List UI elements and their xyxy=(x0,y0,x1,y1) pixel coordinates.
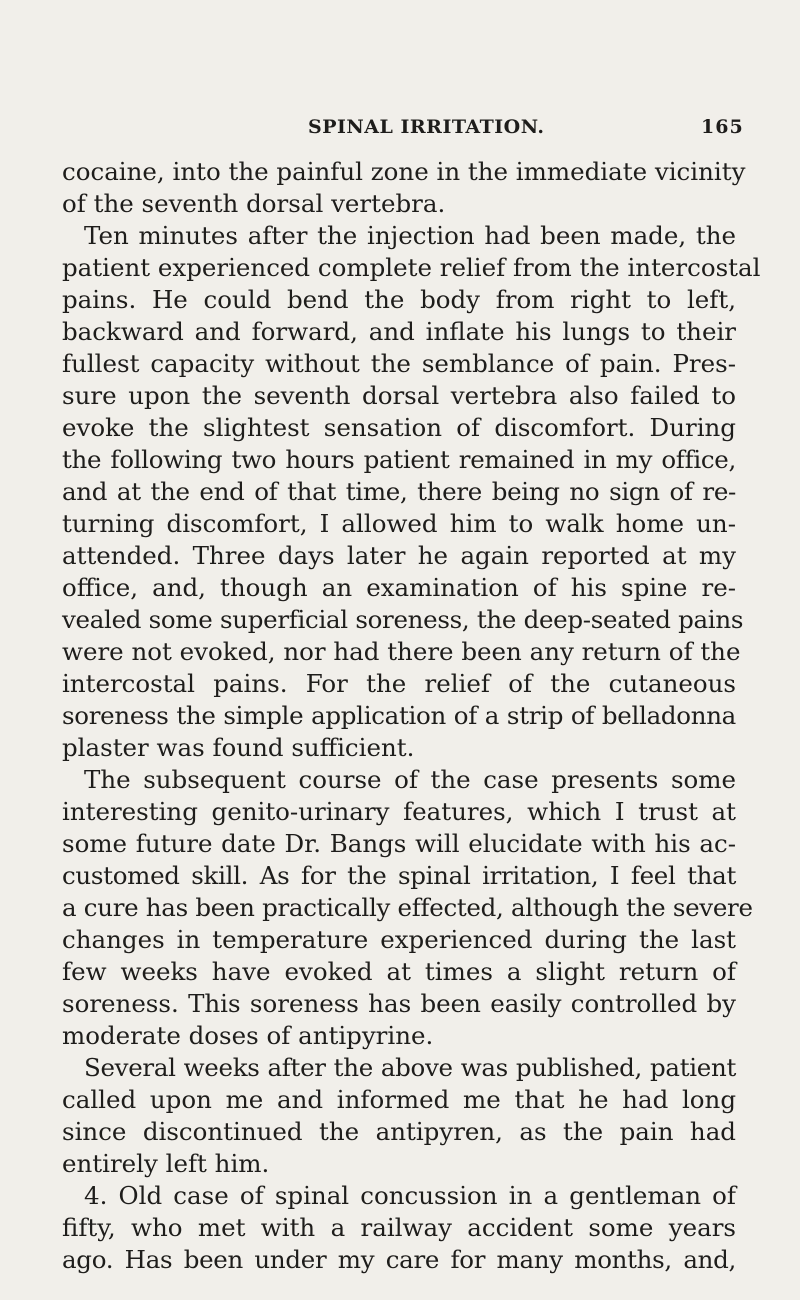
text-line: a cure has been practically effected, although the severe xyxy=(62,893,753,922)
text-line: customed skill. As for the spinal irritation, I feel that xyxy=(62,861,736,890)
text-line: attended. Three days later he again reported at my xyxy=(62,541,736,570)
text-line: fifty, who met with a railway accident some years xyxy=(62,1213,736,1242)
text-line: 4. Old case of spinal concussion in a gentleman of xyxy=(84,1181,736,1210)
text-line: some future date Dr. Bangs will elucidate with his ac- xyxy=(62,829,736,858)
body-text xyxy=(62,156,761,1276)
text-line: vealed some superficial soreness, the deep-seated pains xyxy=(62,605,744,634)
text-line: ago. Has been under my care for many months, and, xyxy=(62,1245,736,1274)
text-line: plaster was found sufficient. xyxy=(62,733,415,762)
text-line: soreness the simple application of a strip of belladonna xyxy=(62,701,736,730)
text-line: few weeks have evoked at times a slight return of xyxy=(62,957,736,986)
text-line: called upon me and informed me that he had long xyxy=(62,1085,736,1114)
text-line: changes in temperature experienced during the last xyxy=(62,925,736,954)
text-line: were not evoked, nor had there been any return of the xyxy=(62,637,741,666)
text-line: office, and, though an examination of his spine re- xyxy=(62,573,736,602)
text-line: cocaine, into the painful zone in the immediate vicinity xyxy=(62,157,746,186)
text-line: entirely left him. xyxy=(62,1149,270,1178)
text-line: patient experienced complete relief from the intercostal xyxy=(62,253,761,282)
text-line: evoke the slightest sensation of discomfort. During xyxy=(62,413,736,442)
text-line: since discontinued the antipyren, as the pain had xyxy=(62,1117,736,1146)
text-line: sure upon the seventh dorsal vertebra also failed to xyxy=(62,381,736,410)
text-line: The subsequent course of the case presents some xyxy=(84,765,736,794)
text-line: Ten minutes after the injection had been made, the xyxy=(84,221,736,250)
text-line: backward and forward, and inflate his lungs to their xyxy=(62,317,736,346)
text-line: Several weeks after the above was published, patient xyxy=(84,1053,736,1082)
text-line: turning discomfort, I allowed him to walk home un- xyxy=(62,509,736,538)
page-number: 165 xyxy=(701,116,744,138)
text-line: the following two hours patient remained in my office, xyxy=(62,445,736,474)
text-line: intercostal pains. For the relief of the cutaneous xyxy=(62,669,736,698)
running-head: SPINAL IRRITATION. xyxy=(308,116,545,138)
text-line: of the seventh dorsal vertebra. xyxy=(62,189,446,218)
text-line: fullest capacity without the semblance of pain. Pres- xyxy=(62,349,736,378)
text-line: interesting genito-urinary features, which I trust at xyxy=(62,797,736,826)
text-line: moderate doses of antipyrine. xyxy=(62,1021,434,1050)
text-line: pains. He could bend the body from right to left, xyxy=(62,285,736,314)
text-line: soreness. This soreness has been easily controlled by xyxy=(62,989,736,1018)
text-line: and at the end of that time, there being no sign of re- xyxy=(62,477,736,506)
